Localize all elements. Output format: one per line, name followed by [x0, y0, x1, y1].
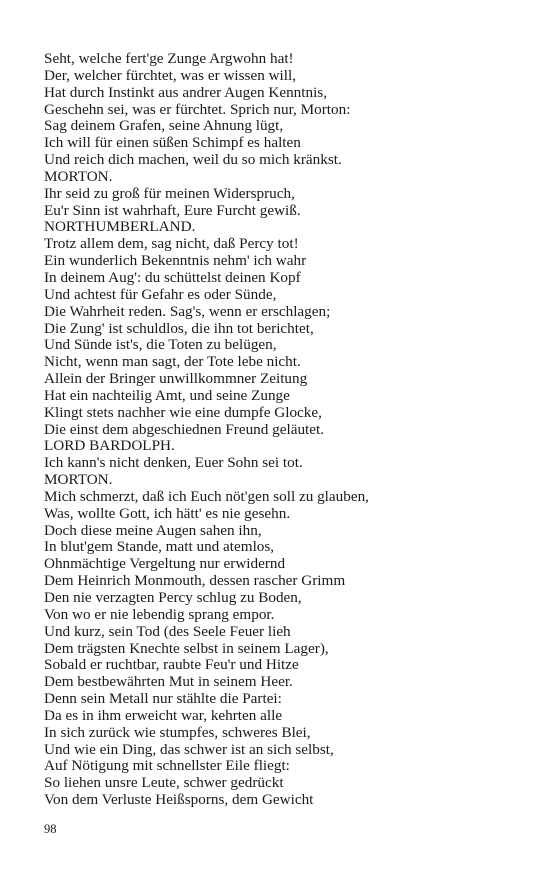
text-line: Eu'r Sinn ist wahrhaft, Eure Furcht gewiß.: [44, 201, 301, 219]
text-line: Den nie verzagten Percy schlug zu Boden,: [44, 589, 302, 606]
text-line: Was, wollte Gott, ich hätt' es nie gesehn.: [44, 504, 291, 522]
page-number: 98: [44, 822, 57, 836]
text-line: Dem bestbewährten Mut in seinem Heer.: [44, 673, 293, 691]
speaker-name: MORTON.: [44, 471, 113, 489]
text-line: Von wo er nie lebendig sprang empor.: [44, 605, 275, 623]
text-line: Da es in ihm erweicht war, kehrten alle: [44, 706, 283, 724]
text-line: Hat durch Instinkt aus andrer Augen Kenntnis,: [44, 83, 328, 101]
text-line: So liehen unsre Leute, schwer gedrückt: [44, 774, 284, 792]
text-line: Und reich dich machen, weil du so mich kränkst.: [44, 151, 342, 169]
text-line: In blut'gem Stande, matt und atemlos,: [44, 538, 275, 556]
speaker-name: MORTON.: [44, 167, 113, 185]
text-line: Die Zung' ist schuldlos, die ihn tot berichtet,: [44, 319, 314, 337]
text-line: Von dem Verluste Heißsporns, dem Gewicht: [44, 791, 314, 809]
text-line: In sich zurück wie stumpfes, schweres Blei,: [44, 723, 311, 741]
text-line: Klingt stets nachher wie eine dumpfe Glocke,: [44, 403, 322, 421]
text-line: Sobald er ruchtbar, raubte Feu'r und Hitze: [44, 656, 299, 674]
text-line: Hat ein nachteilig Amt, und seine Zunge: [44, 386, 290, 404]
text-line: Geschehn sei, was er fürchtet. Sprich nur, Morton:: [44, 100, 351, 118]
text-line: Ein wunderlich Bekenntnis nehm' ich wahr: [44, 252, 307, 270]
speaker-name: LORD BARDOLPH.: [44, 437, 175, 455]
text-line: Denn sein Metall nur stählte die Partei:: [44, 690, 282, 708]
text-line: Und achtest für Gefahr es oder Sünde,: [44, 285, 277, 303]
text-line: Die einst dem abgeschiednen Freund geläutet.: [44, 420, 325, 438]
text-line: Mich schmerzt, daß ich Euch nöt'gen soll zu glauben,: [44, 487, 369, 505]
text-line: Die Wahrheit reden. Sag's, wenn er erschlagen;: [44, 302, 331, 320]
speaker-name: NORTHUMBERLAND.: [44, 218, 196, 236]
text-line: Nicht, wenn man sagt, der Tote lebe nicht.: [44, 353, 301, 371]
text-line: Ich kann's nicht denken, Euer Sohn sei tot.: [44, 454, 303, 472]
text-line: Seht, welche fert'ge Zunge Argwohn hat!: [44, 50, 294, 67]
verse-text-block: [44, 51, 524, 809]
text-line: Auf Nötigung mit schnellster Eile fliegt:: [44, 757, 290, 775]
text-line: In deinem Aug': du schüttelst deinen Kopf: [44, 268, 301, 286]
text-line: Der, welcher fürchtet, was er wissen will,: [44, 66, 297, 84]
text-line: Allein der Bringer unwillkommner Zeitung: [44, 370, 308, 388]
text-line: Sag deinem Grafen, seine Ahnung lügt,: [44, 117, 284, 135]
text-line: Und Sünde ist's, die Toten zu belügen,: [44, 336, 277, 354]
text-line: Ich will für einen süßen Schimpf es halten: [44, 134, 301, 152]
text-line: Ohnmächtige Vergeltung nur erwidernd: [44, 555, 286, 573]
text-line: Und kurz, sein Tod (des Seele Feuer lieh: [44, 622, 291, 640]
text-line: Und wie ein Ding, das schwer ist an sich selbst,: [44, 740, 334, 758]
text-line: Trotz allem dem, sag nicht, daß Percy tot!: [44, 235, 299, 253]
text-line: Dem Heinrich Monmouth, dessen rascher Grimm: [44, 572, 346, 590]
text-line: Doch diese meine Augen sahen ihn,: [44, 521, 262, 539]
text-line: Dem trägsten Knechte selbst in seinem Lager),: [44, 639, 329, 657]
text-line: Ihr seid zu groß für meinen Widerspruch,: [44, 184, 295, 202]
